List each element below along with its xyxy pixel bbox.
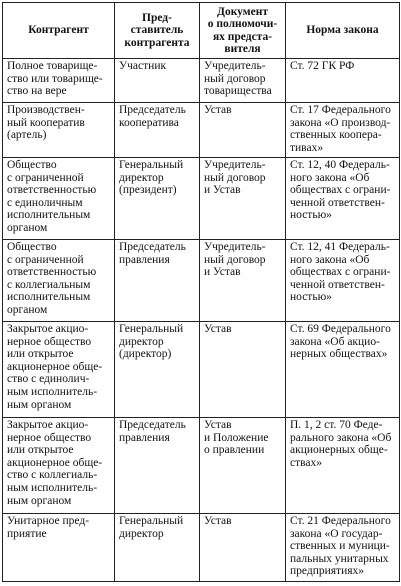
cell-legal-norm: Ст. 12, 41 Федераль- ного закона «Об обществах с ограни- ченной ответствен- ностью»	[286, 240, 400, 322]
cell-representative: Генеральный директор (президент)	[115, 158, 200, 240]
header-authority-document: Документ о полномочи- ях предста- вителя	[200, 3, 286, 59]
cell-legal-norm: Ст. 72 ГК РФ	[286, 59, 400, 103]
cell-authority-document: Учредитель- ный договор и Устав	[200, 240, 286, 322]
cell-representative: Председатель кооператива	[115, 103, 200, 158]
cell-legal-norm: Ст. 21 Федерального закона «О государ- ственных и муници- пальных унитарных предприятиях»	[286, 514, 400, 582]
cell-counterparty: Общество с ограниченной ответственностью с коллегиальным исполнительным органом	[3, 240, 115, 322]
cell-counterparty: Закрытое акцио- нерное общество или открытое акционерное обще- ство с единолич- ным исполнитель- ным органом	[3, 322, 115, 418]
cell-authority-document: Устав и Положение о правлении	[200, 418, 286, 514]
counterparty-table	[2, 2, 400, 582]
cell-counterparty: Общество с ограниченной ответственностью с единоличным исполнительным органом	[3, 158, 115, 240]
cell-representative: Председатель правления	[115, 418, 200, 514]
table-row	[3, 59, 400, 103]
table-row	[3, 103, 400, 158]
table-row	[3, 158, 400, 240]
cell-representative: Председатель правления	[115, 240, 200, 322]
cell-counterparty: Полное товарище- ство или товарище- ство на вере	[3, 59, 115, 103]
cell-counterparty: Закрытое акцио- нерное общество или открытое акционерное обще- ство с коллегиаль- ным исполнитель- ным органом	[3, 418, 115, 514]
table-row	[3, 418, 400, 514]
table-header-row	[3, 3, 400, 59]
cell-representative: Генеральный директор (директор)	[115, 322, 200, 418]
cell-authority-document: Устав	[200, 103, 286, 158]
table-row	[3, 514, 400, 582]
header-legal-norm: Норма закона	[286, 3, 400, 59]
table-row	[3, 240, 400, 322]
cell-representative: Участник	[115, 59, 200, 103]
cell-legal-norm: П. 1, 2 ст. 70 Феде- рального закона «Об акционерных обще- ствах»	[286, 418, 400, 514]
cell-authority-document: Учредитель- ный договор товарищества	[200, 59, 286, 103]
cell-counterparty: Унитарное пред- приятие	[3, 514, 115, 582]
cell-representative: Генеральный директор	[115, 514, 200, 582]
header-representative: Пред- ставитель контрагента	[115, 3, 200, 59]
cell-legal-norm: Ст. 69 Федерального закона «Об акцио- нерных обществах»	[286, 322, 400, 418]
cell-authority-document: Устав	[200, 322, 286, 418]
cell-authority-document: Устав	[200, 514, 286, 582]
cell-authority-document: Учредитель- ный договор и Устав	[200, 158, 286, 240]
header-counterparty: Контрагент	[3, 3, 115, 59]
cell-counterparty: Производствен- ный кооператив (артель)	[3, 103, 115, 158]
cell-legal-norm: Ст. 12, 40 Федераль- ного закона «Об обществах с ограни- ченной ответствен- ностью»	[286, 158, 400, 240]
cell-legal-norm: Ст. 17 Федерального закона «О производ- ственных коопера- тивах»	[286, 103, 400, 158]
table-row	[3, 322, 400, 418]
